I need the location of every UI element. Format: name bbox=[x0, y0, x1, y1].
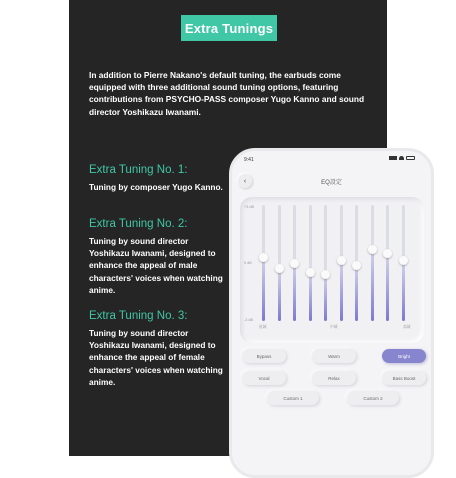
eq-slider-fill bbox=[278, 269, 281, 321]
back-button[interactable] bbox=[238, 174, 252, 188]
signal-icon bbox=[389, 156, 397, 160]
status-time: 9:41 bbox=[244, 157, 254, 163]
section-badge: Extra Tunings bbox=[181, 15, 277, 41]
eq-slider-3[interactable] bbox=[293, 205, 296, 321]
eq-slider-knob[interactable] bbox=[383, 249, 392, 258]
battery-icon bbox=[406, 156, 415, 160]
eq-slider-knob[interactable] bbox=[352, 261, 361, 270]
eq-slider-knob[interactable] bbox=[306, 268, 315, 277]
eq-slider-knob[interactable] bbox=[321, 270, 330, 279]
eq-slider-fill bbox=[262, 257, 265, 321]
tuning-1-title: Extra Tuning No. 1: bbox=[89, 164, 188, 176]
preset-custom-1-button[interactable]: Custom 1 bbox=[267, 391, 319, 405]
nav-bar bbox=[232, 173, 431, 189]
eq-slider-8[interactable] bbox=[371, 205, 374, 321]
eq-slider-fill bbox=[309, 272, 312, 321]
preset-bright-button[interactable]: Bright bbox=[382, 349, 426, 363]
eq-slider-knob[interactable] bbox=[368, 245, 377, 254]
eq-slider-9[interactable] bbox=[386, 205, 389, 321]
eq-slider-knob[interactable] bbox=[275, 264, 284, 273]
eq-slider-knob[interactable] bbox=[399, 256, 408, 265]
eq-slider-7[interactable] bbox=[355, 205, 358, 321]
tuning-3 bbox=[89, 309, 224, 388]
preset-relax-button[interactable]: Relax bbox=[312, 371, 356, 385]
status-bar bbox=[232, 151, 431, 169]
tuning-2 bbox=[89, 217, 224, 296]
eq-slider-knob[interactable] bbox=[259, 253, 268, 262]
tuning-2-desc: Tuning by sound director Yoshikazu Iwanami, designed to enhance the appeal of male characters' voices when watching anime. bbox=[89, 236, 223, 295]
eq-slider-6[interactable] bbox=[340, 205, 343, 321]
db-label-bottom: -3 dB bbox=[244, 318, 254, 322]
db-label-mid: 0 dB bbox=[244, 261, 252, 265]
wifi-icon bbox=[399, 156, 404, 160]
eq-slider-fill bbox=[371, 249, 374, 321]
tuning-3-title: Extra Tuning No. 3: bbox=[89, 310, 188, 322]
chevron-left-icon: ‹ bbox=[243, 177, 247, 185]
tuning-3-desc: Tuning by sound director Yoshikazu Iwanami, designed to enhance the appeal of female characters' voices when watching anime. bbox=[89, 328, 223, 387]
product-panel bbox=[69, 0, 416, 456]
eq-slider-fill bbox=[355, 265, 358, 321]
screen-title: EQ設定 bbox=[321, 180, 342, 186]
tuning-1-desc: Tuning by composer Yugo Kanno. bbox=[89, 182, 223, 192]
intro-text: In addition to Pierre Nakano's default tuning, the earbuds come equipped with three additional sound tuning options, featuring contributions from PSYCHO-PASS composer Yugo Kanno and sound director Yoshikazu Iwanami. bbox=[89, 70, 365, 117]
tuning-2-title: Extra Tuning No. 2: bbox=[89, 218, 188, 230]
preset-warm-button[interactable]: Warm bbox=[312, 349, 356, 363]
eq-slider-fill bbox=[324, 275, 327, 321]
eq-panel bbox=[240, 197, 424, 343]
eq-slider-fill bbox=[293, 263, 296, 321]
freq-label-high: 高域 bbox=[403, 325, 411, 329]
preset-vocal-button[interactable]: Vocal bbox=[242, 371, 286, 385]
eq-slider-knob[interactable] bbox=[290, 259, 299, 268]
eq-slider-1[interactable] bbox=[262, 205, 265, 321]
status-icons bbox=[389, 156, 415, 160]
preset-bypass-button[interactable]: Bypass bbox=[242, 349, 286, 363]
eq-slider-2[interactable] bbox=[278, 205, 281, 321]
db-label-top: +3 dB bbox=[244, 205, 255, 209]
eq-slider-4[interactable] bbox=[309, 205, 312, 321]
preset-custom-2-button[interactable]: Custom 2 bbox=[347, 391, 399, 405]
preset-bass-boost-button[interactable]: Bass Boost bbox=[382, 371, 426, 385]
eq-slider-fill bbox=[402, 261, 405, 321]
freq-label-mid: 中域 bbox=[330, 325, 338, 329]
eq-slider-fill bbox=[386, 254, 389, 321]
tuning-1 bbox=[89, 163, 224, 193]
eq-slider-fill bbox=[340, 261, 343, 321]
eq-slider-5[interactable] bbox=[324, 205, 327, 321]
eq-slider-knob[interactable] bbox=[337, 256, 346, 265]
eq-slider-10[interactable] bbox=[402, 205, 405, 321]
freq-label-low: 低域 bbox=[259, 325, 267, 329]
phone-mockup bbox=[229, 148, 434, 478]
